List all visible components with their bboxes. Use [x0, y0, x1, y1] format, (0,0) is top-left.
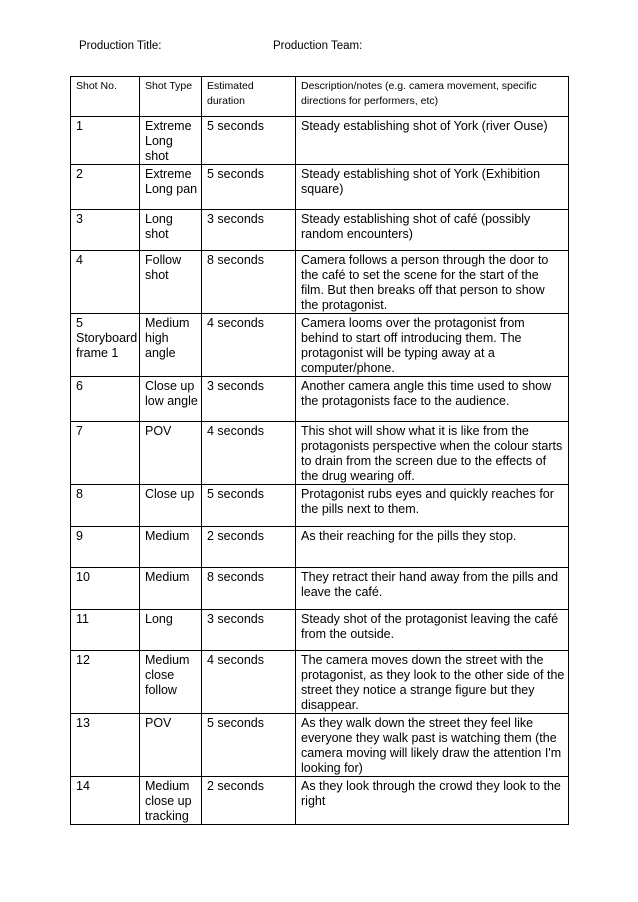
table-row	[71, 714, 569, 777]
table-row	[71, 251, 569, 314]
shot-type: Close up	[140, 485, 202, 527]
shot-number: 4	[71, 251, 140, 314]
shot-number: 8	[71, 485, 140, 527]
table-row	[71, 314, 569, 377]
shot-number: 13	[71, 714, 140, 777]
shot-type: Medium close follow	[140, 651, 202, 714]
table-row	[71, 117, 569, 165]
shot-number: 12	[71, 651, 140, 714]
column-header-shot-type: Shot Type	[140, 77, 202, 117]
shot-duration: 5 seconds	[202, 117, 296, 165]
shot-duration: 5 seconds	[202, 485, 296, 527]
column-header-duration: Estimated duration	[202, 77, 296, 117]
table-row	[71, 422, 569, 485]
table-row	[71, 377, 569, 422]
table-row	[71, 210, 569, 251]
shot-type: Follow shot	[140, 251, 202, 314]
shot-description: The camera moves down the street with the protagonist, as they look to the other side of the street they notice a strange figure but they disappear.	[296, 651, 569, 714]
table-row	[71, 610, 569, 651]
table-row	[71, 651, 569, 714]
shot-duration: 4 seconds	[202, 422, 296, 485]
shot-number: 2	[71, 165, 140, 210]
shot-number: 11	[71, 610, 140, 651]
table-header-row	[71, 77, 569, 117]
table-row	[71, 527, 569, 568]
shot-description: Camera follows a person through the door to the café to set the scene for the start of the film. But then breaks off that person to show the protagonist.	[296, 251, 569, 314]
shot-description: As they walk down the street they feel like everyone they walk past is watching them (the camera moving will likely draw the attention I'm looking for)	[296, 714, 569, 777]
shot-duration: 3 seconds	[202, 610, 296, 651]
production-title-label: Production Title:	[79, 40, 162, 52]
shot-duration: 3 seconds	[202, 377, 296, 422]
shot-type: Close up low angle	[140, 377, 202, 422]
shot-duration: 4 seconds	[202, 314, 296, 377]
shot-number: 9	[71, 527, 140, 568]
shot-number: 7	[71, 422, 140, 485]
shot-list-table	[70, 76, 569, 825]
production-team-label: Production Team:	[273, 40, 363, 52]
column-header-shot-no: Shot No.	[71, 77, 140, 117]
shot-duration: 2 seconds	[202, 777, 296, 825]
shot-duration: 8 seconds	[202, 251, 296, 314]
shot-description: As their reaching for the pills they stop.	[296, 527, 569, 568]
shot-type: Medium high angle	[140, 314, 202, 377]
shot-description: They retract their hand away from the pills and leave the café.	[296, 568, 569, 610]
shot-type: Extreme Long pan	[140, 165, 202, 210]
shot-type: POV	[140, 714, 202, 777]
shot-duration: 2 seconds	[202, 527, 296, 568]
shot-type: Long shot	[140, 210, 202, 251]
shot-type: Medium	[140, 527, 202, 568]
table-row	[71, 777, 569, 825]
shot-type: Long	[140, 610, 202, 651]
table-row	[71, 485, 569, 527]
shot-description: Another camera angle this time used to show the protagonists face to the audience.	[296, 377, 569, 422]
shot-duration: 5 seconds	[202, 165, 296, 210]
shot-number: 1	[71, 117, 140, 165]
shot-duration: 8 seconds	[202, 568, 296, 610]
shot-number: 10	[71, 568, 140, 610]
shot-description: As they look through the crowd they look to the right	[296, 777, 569, 825]
shot-type: Extreme Long shot	[140, 117, 202, 165]
shot-description: Steady establishing shot of York (river Ouse)	[296, 117, 569, 165]
table-row	[71, 165, 569, 210]
shot-number: 14	[71, 777, 140, 825]
shot-type: Medium close up tracking	[140, 777, 202, 825]
shot-description: This shot will show what it is like from the protagonists perspective when the colour starts to drain from the screen due to the effects of the drug wearing off.	[296, 422, 569, 485]
shot-description: Steady establishing shot of café (possibly random encounters)	[296, 210, 569, 251]
shot-number: 6	[71, 377, 140, 422]
shot-description: Camera looms over the protagonist from behind to start off introducing them. The protagonist will be typing away at a computer/phone.	[296, 314, 569, 377]
shot-description: Steady shot of the protagonist leaving the café from the outside.	[296, 610, 569, 651]
shot-duration: 5 seconds	[202, 714, 296, 777]
shot-number: 5 Storyboard frame 1	[71, 314, 140, 377]
shot-description: Protagonist rubs eyes and quickly reaches for the pills next to them.	[296, 485, 569, 527]
shot-type: POV	[140, 422, 202, 485]
column-header-description: Description/notes (e.g. camera movement, specific directions for performers, etc)	[296, 77, 569, 117]
shot-description: Steady establishing shot of York (Exhibition square)	[296, 165, 569, 210]
shot-number: 3	[71, 210, 140, 251]
shot-duration: 3 seconds	[202, 210, 296, 251]
shot-type: Medium	[140, 568, 202, 610]
shot-duration: 4 seconds	[202, 651, 296, 714]
table-row	[71, 568, 569, 610]
